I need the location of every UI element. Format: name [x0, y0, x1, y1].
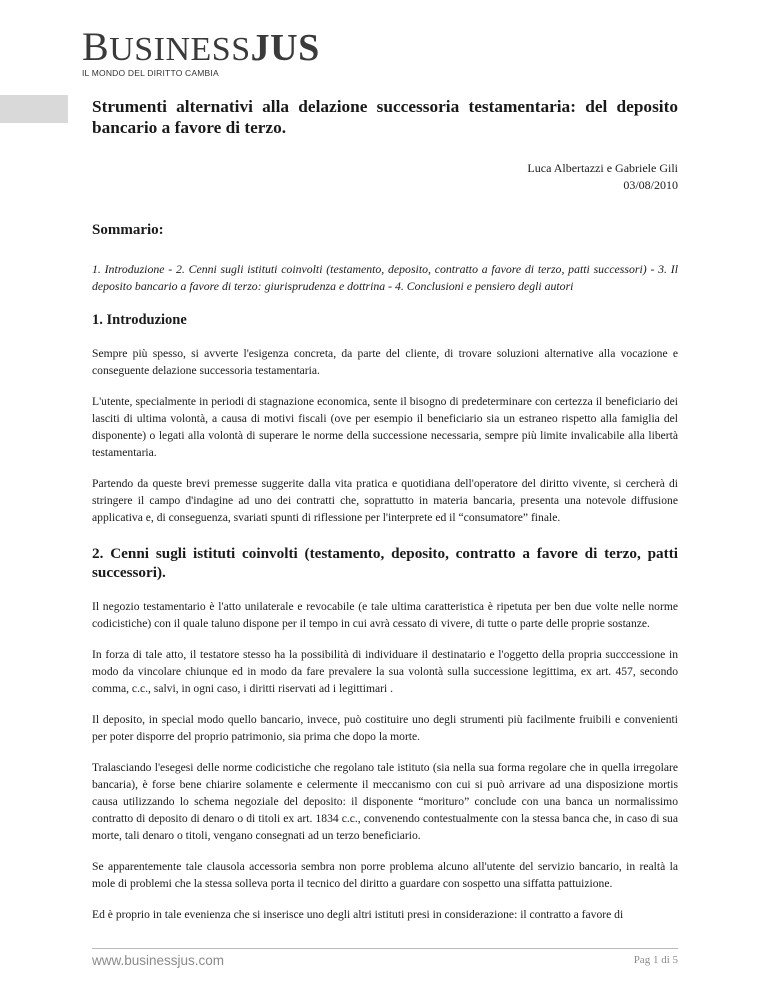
- logo-tagline: IL MONDO DEL DIRITTO CAMBIA: [82, 68, 219, 78]
- footer-divider: [92, 948, 678, 949]
- paragraph: L'utente, specialmente in periodi di stagnazione economica, sente il bisogno di predeterminare con certezza il beneficiario dei lasciti di ultima volontà, a causa di motivi fiscali (ove per esempio il beneficiario sia un estraneo rispetto alla famiglia del disponente) o legati alla volontà di superare le norme della successione necessaria, sempre più limite invalicabile alla libertà testamentaria.: [92, 395, 678, 459]
- authors: Luca Albertazzi e Gabriele Gili: [527, 161, 678, 175]
- publication-date: 03/08/2010: [623, 178, 678, 192]
- paragraph: Ed è proprio in tale evenienza che si inserisce uno degli altri istituti presi in considerazione: il contratto a favore di: [92, 908, 624, 921]
- document-title: Strumenti alternativi alla delazione successoria testamentaria: del deposito bancario a favore di terzo.: [92, 97, 678, 137]
- document-body: [92, 96, 678, 923]
- logo-wordmark: BUSINESSJUS: [82, 24, 320, 69]
- businessjus-logo: [82, 24, 320, 78]
- paragraph: Il deposito, in special modo quello bancario, invece, può costituire uno degli strumenti più facilmente fruibili e convenienti per poter disporre del proprio patrimonio, sia prima che dopo la morte.: [92, 713, 678, 743]
- decorative-gray-bar: [0, 95, 68, 123]
- footer-page-number: Pag 1 di 5: [633, 954, 678, 966]
- paragraph: Se apparentemente tale clausola accessoria sembra non porre problema alcuno all'utente del servizio bancario, in realtà la mole di problemi che la stessa solleva porta il tecnico del diritto a guardare con sospetto una siffatta pattuizione.: [92, 860, 678, 890]
- summary-heading: Sommario:: [92, 222, 164, 238]
- paragraph: Il negozio testamentario è l'atto unilaterale e revocabile (e tale ultima caratteristica è ripetuta per ben due volte nelle norme codicistiche) con il quale taluno dispone per il tempo in cui avrà cessato di vivere, di tutte o parte delle proprie sostanze.: [92, 600, 678, 630]
- paragraph: Sempre più spesso, si avverte l'esigenza concreta, da parte del cliente, di trovare soluzioni alternative alla vocazione e conseguente delazione successoria testamentaria.: [92, 347, 678, 377]
- paragraph: In forza di tale atto, il testatore stesso ha la possibilità di individuare il destinatario e l'oggetto della propria succcessione in modo da vincolare chiunque ed in modo da fare prevalere la sua volontà sulla successione legittima, ex art. 457, secondo comma, c.c., salvi, in ogni caso, i diritti riservati ad i legittimari .: [92, 648, 678, 695]
- footer-website-link[interactable]: www.businessjus.com: [92, 953, 225, 968]
- document-meta: [92, 160, 678, 194]
- section-1-heading: 1. Introduzione: [92, 312, 187, 328]
- section-2-heading: 2. Cenni sugli istituti coinvolti (testamento, deposito, contratto a favore di terzo, patti successori).: [92, 545, 678, 581]
- paragraph: Partendo da queste brevi premesse suggerite dalla vita pratica e quotidiana dell'operatore del diritto vivente, si cercherà di stringere il campo d'indagine ad uno dei contratti che, soprattutto in materia bancaria, presenta una notevole diffusione applicativa e, di conseguenza, svariati spunti di riflessione per l'interprete ed il “consumatore” finale.: [92, 477, 678, 524]
- summary-text: 1. Introduzione - 2. Cenni sugli istituti coinvolti (testamento, deposito, contratto a favore di terzo, patti successori) - 3. Il deposito bancario a favore di terzo: giurisprudenza e dottrina - 4. Conclusioni e pensiero degli autori: [92, 262, 678, 293]
- paragraph: Tralasciando l'esegesi delle norme codicistiche che regolano tale istituto (sia nella sua forma regolare che in quella irregolare bancaria), è forse bene chiarire solamente e celermente il meccanismo con cui si può arrivare ad una disposizione mortis causa utilizzando lo schema negoziale del deposito: il disponente “morituro” conclude con una banca un normalissimo contratto di deposito di denaro o di titoli ex art. 1834 c.c., convenendo contestualmente con la stessa banca che, in caso di sua morte, tali denaro o titoli, vengano consegnati ad un terzo beneficiario.: [92, 761, 678, 842]
